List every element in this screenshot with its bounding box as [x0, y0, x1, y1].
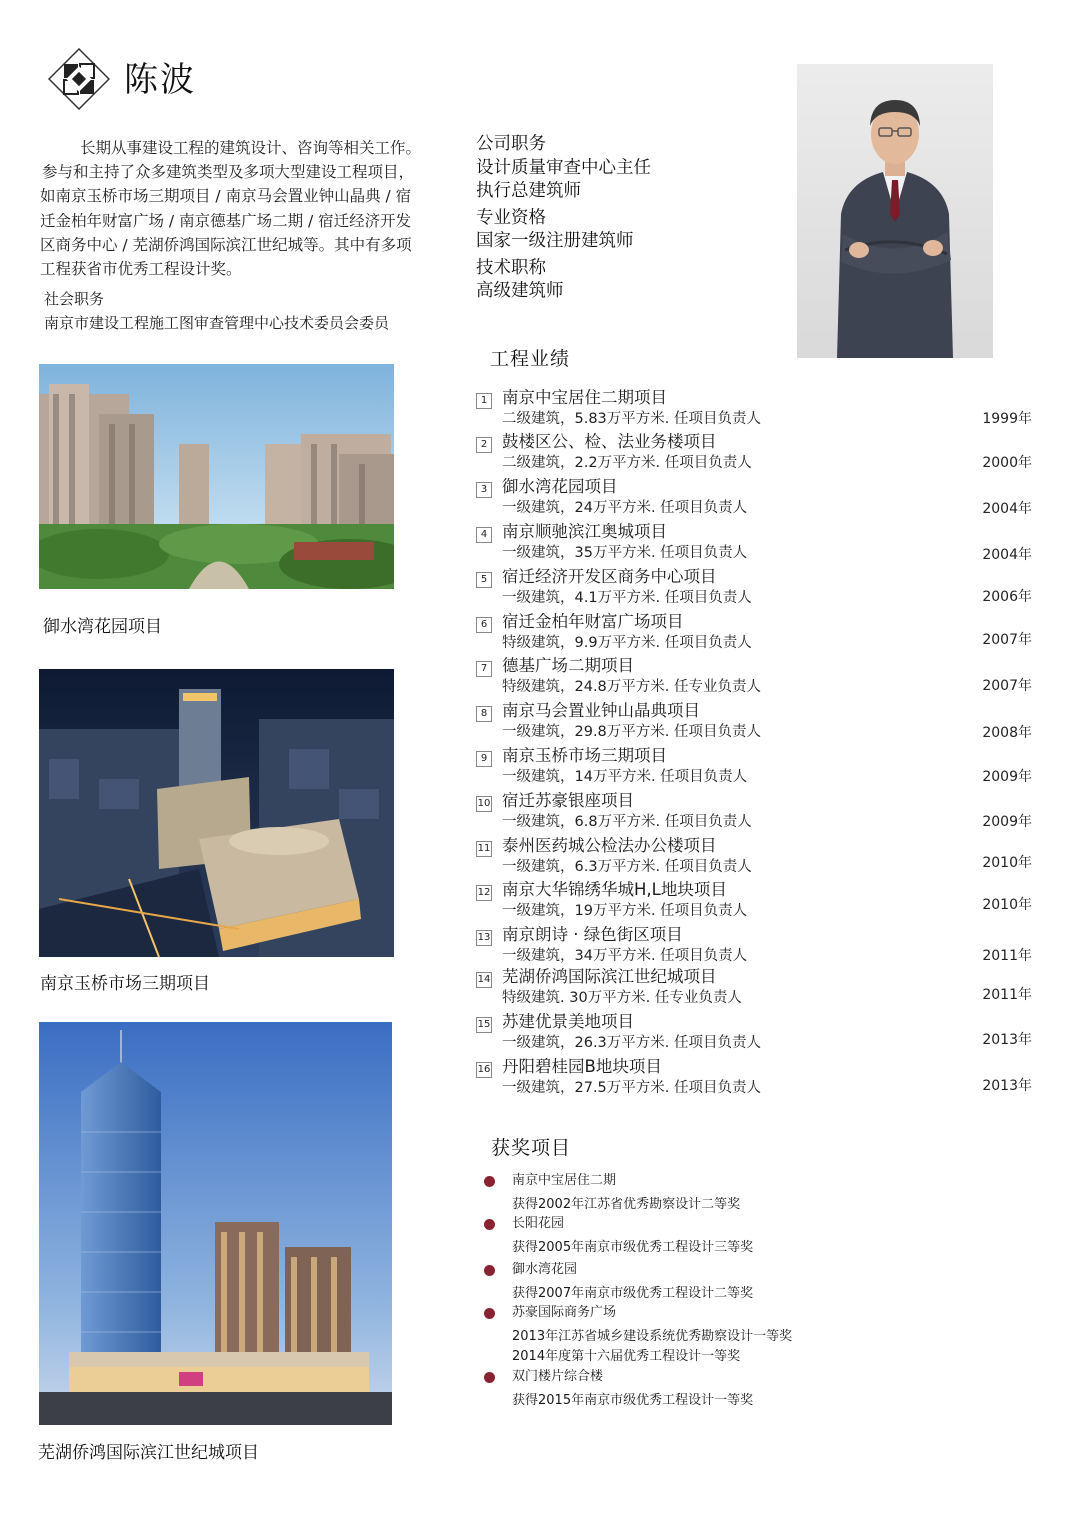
project-year: 2009年: [982, 769, 1032, 785]
project-number: 10: [476, 796, 492, 812]
project-desc: 特级建筑. 30万平方米. 任专业负责人: [502, 990, 742, 1006]
award-bullet-icon: [484, 1372, 495, 1383]
awards-title: 获奖项目: [491, 1137, 572, 1159]
project-year: 2007年: [982, 632, 1032, 648]
project-row: [474, 792, 1034, 836]
career-info: [476, 133, 651, 307]
project-row: [474, 568, 1034, 612]
project-row: [474, 968, 1034, 1012]
project-year: 2007年: [982, 678, 1032, 694]
project-name: 泰州医药城公检法办公楼项目: [502, 836, 717, 855]
project-name: 南京马会置业钟山晶典项目: [502, 701, 700, 720]
project-row: [474, 433, 1034, 477]
project-name: 芜湖侨鸿国际滨江世纪城项目: [502, 967, 717, 986]
project-number: 16: [476, 1062, 492, 1078]
project-image-wuhu: [39, 1022, 392, 1425]
project-desc: 一级建筑，26.3万平方米. 任项目负责人: [502, 1035, 762, 1051]
project-number: 12: [476, 885, 492, 901]
project-name: 宿迁金柏年财富广场项目: [502, 612, 684, 631]
project-image-yushuiwan: [39, 364, 394, 589]
caption-yuqiao: 南京玉桥市场三期项目: [40, 974, 210, 994]
project-year: 2010年: [982, 897, 1032, 913]
project-name: 德基广场二期项目: [502, 656, 634, 675]
project-number: 6: [476, 617, 492, 633]
project-number: 1: [476, 393, 492, 409]
social-role-title: 社会职务: [44, 290, 105, 308]
project-row: [474, 837, 1034, 881]
project-desc: 一级建筑，27.5万平方米. 任项目负责人: [502, 1080, 762, 1096]
project-year: 2011年: [982, 948, 1032, 964]
project-desc: 一级建筑，6.3万平方米. 任项目负责人: [502, 859, 752, 875]
project-name: 南京朗诗 · 绿色街区项目: [502, 925, 683, 944]
project-name: 南京大华锦绣华城H,L地块项目: [502, 880, 727, 899]
project-row: [474, 702, 1034, 746]
project-year: 1999年: [982, 411, 1032, 427]
project-name: 宿迁经济开发区商务中心项目: [502, 567, 717, 586]
award-bullet-icon: [484, 1176, 495, 1187]
award-bullet-icon: [484, 1219, 495, 1230]
project-year: 2004年: [982, 501, 1032, 517]
project-number: 15: [476, 1017, 492, 1033]
project-row: [474, 523, 1034, 567]
project-image-yuqiao: [39, 669, 394, 957]
project-row: [474, 389, 1034, 433]
intro-line: 如南京玉桥市场三期项目 / 南京马会置业钟山晶典 / 宿: [40, 187, 412, 206]
rank-value: 高级建筑师: [476, 281, 564, 301]
project-number: 4: [476, 527, 492, 543]
project-number: 14: [476, 972, 492, 988]
project-year: 2013年: [982, 1078, 1032, 1094]
project-row: [474, 613, 1034, 657]
project-row: [474, 478, 1034, 522]
intro-line: 参与和主持了众多建筑类型及多项大型建设工程项目，: [42, 163, 415, 182]
intro-line: 区商务中心 / 芜湖侨鸿国际滨江世纪城等。其中有多项: [40, 235, 412, 254]
rank-title: 技术职称: [476, 257, 546, 278]
project-name: 南京顺驰滨江奥城项目: [502, 522, 667, 541]
project-name: 鼓楼区公、检、法业务楼项目: [502, 432, 717, 451]
award-detail: 获得2015年南京市级优秀工程设计一等奖: [512, 1393, 754, 1408]
project-desc: 二级建筑，5.83万平方米. 任项目负责人: [502, 411, 762, 427]
project-desc: 一级建筑，29.8万平方米. 任项目负责人: [502, 724, 762, 740]
project-number: 7: [476, 661, 492, 677]
caption-wuhu: 芜湖侨鸿国际滨江世纪城项目: [38, 1443, 259, 1463]
project-desc: 一级建筑，35万平方米. 任项目负责人: [502, 545, 748, 561]
award-detail: 获得2005年南京市级优秀工程设计三等奖: [512, 1240, 754, 1255]
project-desc: 一级建筑，4.1万平方米. 任项目负责人: [502, 590, 752, 606]
project-desc: 一级建筑，34万平方米. 任项目负责人: [502, 948, 748, 964]
project-desc: 特级建筑，9.9万平方米. 任项目负责人: [502, 635, 752, 651]
company-logo-icon: [48, 48, 110, 110]
project-year: 2011年: [982, 987, 1032, 1003]
award-detail: 获得2002年江苏省优秀勘察设计二等奖: [512, 1197, 741, 1212]
project-desc: 二级建筑，2.2万平方米. 任项目负责人: [502, 455, 752, 471]
position-line: 执行总建筑师: [476, 181, 581, 201]
project-year: 2013年: [982, 1032, 1032, 1048]
project-desc: 特级建筑，24.8万平方米. 任专业负责人: [502, 679, 762, 695]
award-project-name: 双门楼片综合楼: [512, 1369, 604, 1384]
position-line: 设计质量审查中心主任: [476, 157, 651, 178]
project-name: 御水湾花园项目: [502, 477, 618, 496]
position-title: 公司职务: [476, 134, 546, 154]
project-row: [474, 1058, 1034, 1102]
project-row: [474, 747, 1034, 791]
person-name: 陈波: [124, 60, 196, 100]
project-year: 2010年: [982, 855, 1032, 871]
intro-text: [40, 136, 446, 281]
intro-line: 工程获省市优秀工程设计奖。: [40, 260, 242, 279]
project-year: 2000年: [982, 455, 1032, 471]
award-detail: 2013年江苏省城乡建设系统优秀勘察设计一等奖: [512, 1329, 793, 1344]
project-number: 13: [476, 930, 492, 946]
intro-line: 长期从事建设工程的建筑设计、咨询等相关工作。: [80, 139, 422, 157]
project-number: 8: [476, 706, 492, 722]
project-number: 5: [476, 572, 492, 588]
award-bullet-icon: [484, 1308, 495, 1319]
project-year: 2009年: [982, 814, 1032, 830]
award-detail: 2014年度第十六届优秀工程设计一等奖: [512, 1349, 741, 1364]
project-number: 9: [476, 751, 492, 767]
project-row: [474, 1013, 1034, 1057]
project-row: [474, 657, 1034, 701]
project-number: 2: [476, 437, 492, 453]
portrait-photo: [797, 64, 993, 358]
project-row: [474, 881, 1034, 925]
project-year: 2008年: [982, 725, 1032, 741]
projects-title: 工程业绩: [490, 348, 571, 370]
project-name: 苏建优景美地项目: [502, 1012, 634, 1031]
caption-yushuiwan: 御水湾花园项目: [43, 617, 162, 637]
project-name: 南京中宝居住二期项目: [502, 388, 667, 407]
qualification-value: 国家一级注册建筑师: [476, 231, 634, 251]
project-desc: 一级建筑，19万平方米. 任项目负责人: [502, 903, 748, 919]
project-number: 3: [476, 482, 492, 498]
project-desc: 一级建筑，14万平方米. 任项目负责人: [502, 769, 748, 785]
award-project-name: 御水湾花园: [512, 1262, 578, 1277]
project-row: [474, 926, 1034, 970]
award-project-name: 南京中宝居住二期: [512, 1173, 617, 1188]
project-year: 2004年: [982, 547, 1032, 563]
award-bullet-icon: [484, 1265, 495, 1276]
project-name: 丹阳碧桂园B地块项目: [502, 1057, 662, 1076]
project-desc: 一级建筑，6.8万平方米. 任项目负责人: [502, 814, 752, 830]
intro-line: 迁金柏年财富广场 / 南京德基广场二期 / 宿迁经济开发: [40, 211, 412, 230]
project-name: 南京玉桥市场三期项目: [502, 746, 667, 765]
project-year: 2006年: [982, 589, 1032, 605]
project-number: 11: [476, 841, 492, 857]
award-detail: 获得2007年南京市级优秀工程设计二等奖: [512, 1286, 754, 1301]
award-project-name: 苏豪国际商务广场: [512, 1305, 617, 1320]
qualification-title: 专业资格: [476, 207, 546, 228]
social-role-body: 南京市建设工程施工图审查管理中心技术委员会委员: [44, 314, 390, 332]
project-desc: 一级建筑，24万平方米. 任项目负责人: [502, 500, 748, 516]
project-name: 宿迁苏豪银座项目: [502, 791, 634, 810]
award-project-name: 长阳花园: [512, 1216, 565, 1231]
